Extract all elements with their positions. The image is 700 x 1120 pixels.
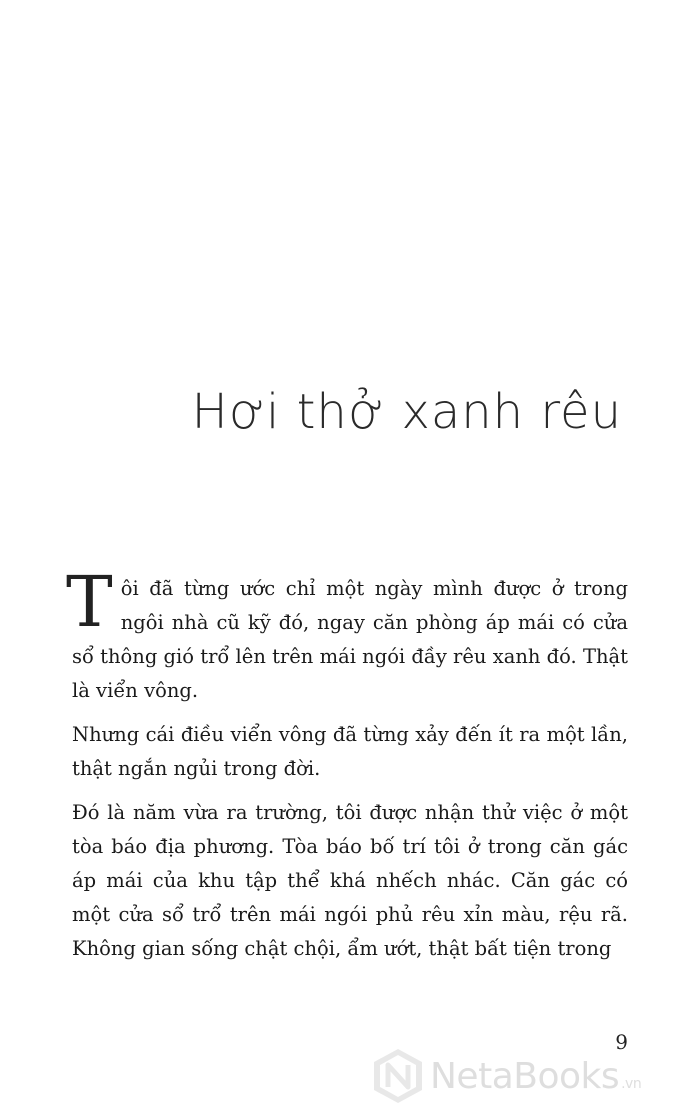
page-number: 9 [615, 1030, 628, 1054]
netabooks-logo-icon [372, 1047, 424, 1105]
paragraph-1-text: ôi đã từng ước chỉ một ngày mình được ở trong ngôi nhà cũ kỹ đó, ngay căn phòng áp mái có cửa sổ thông gió trổ lên trên mái ngói đầy rêu xanh đó. Thật là viển vông. [72, 577, 628, 702]
paragraph-3: Đó là năm vừa ra trường, tôi được nhận thử việc ở một tòa báo địa phương. Tòa báo bố trí tôi ở trong căn gác áp mái của khu tập thể khá nhếch nhác. Căn gác có một cửa sổ trổ trên mái ngói phủ rêu xỉn màu, rệu rã. Không gian sống chật chội, ẩm ướt, thật bất tiện trong [72, 801, 628, 960]
watermark-text [430, 1056, 641, 1097]
chapter-title: Hơi thở xanh rêu [191, 384, 622, 440]
drop-cap: T [66, 561, 113, 643]
paragraph-2: Nhưng cái điều viển vông đã từng xảy đến ít ra một lần, thật ngắn ngủi trong đời. [72, 723, 628, 780]
watermark-suffix: .vn [621, 1075, 642, 1092]
watermark-brand: NetaBooks [430, 1055, 620, 1097]
watermark [372, 1046, 692, 1106]
paragraph-1 [66, 561, 628, 708]
body-text [66, 561, 628, 966]
